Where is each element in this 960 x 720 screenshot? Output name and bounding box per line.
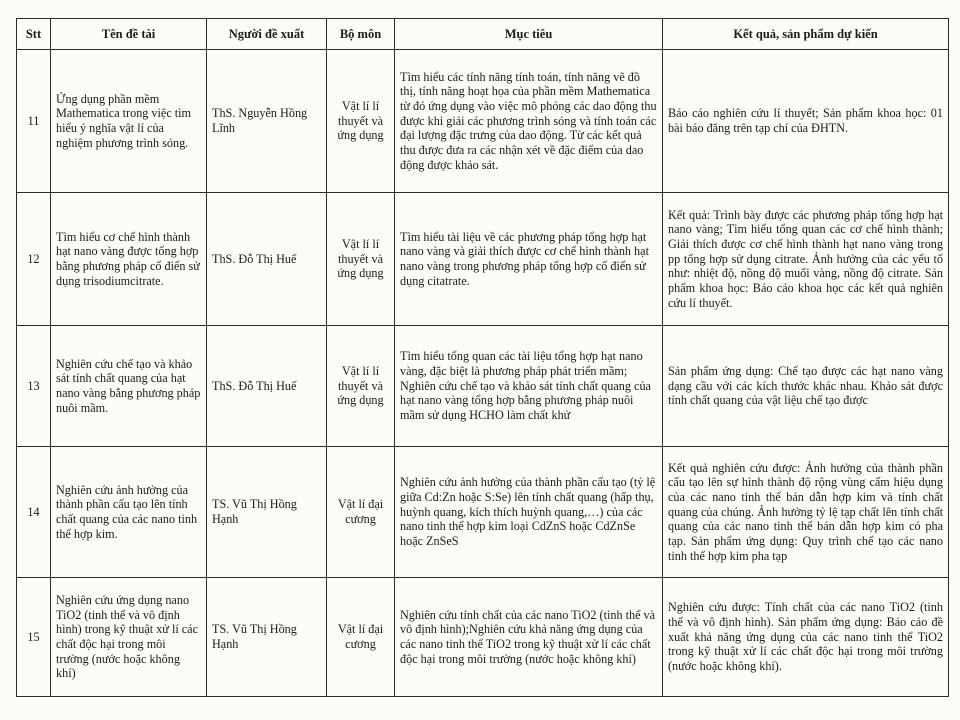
cell-objective: Tìm hiểu các tính năng tính toán, tính năng vẽ đồ thị, tính năng hoạt họa của phần mềm Mathematica từ đó ứng dụng vào việc mô phỏng các dao động thu được khi giải các phương trình sóng và tính toán các đại lượng đặc trưng của dao động. Từ các kết quả thu được đưa ra các nhận xét về đặc điểm của dao động được khảo sát. [395,50,663,193]
table-row [17,447,949,578]
cell-department: Vật lí lí thuyết và ứng dụng [327,193,395,326]
header-department: Bộ môn [327,19,395,50]
cell-department: Vật lí đại cương [327,578,395,697]
table-header [17,19,949,50]
cell-result: Kết quả: Trình bày được các phương pháp tổng hợp hạt nano vàng; Tìm hiểu tổng quan các cơ chế hình thành; Giải thích được cơ chế hình thành hạt nano vàng trong pp tổng hợp sử dụng citrate. Ảnh hưởng của các yếu tố như: nhiệt độ, nồng độ muối vàng, nồng độ citrate. Sản phẩm khoa học: Báo cáo khoa học các kết quả nghiên cứu lí thuyết. [663,193,949,326]
cell-title: Nghiên cứu ứng dụng nano TiO2 (tinh thể và vô định hình) trong kỹ thuật xử lí các chất độc hại trong môi trường (nước hoặc không khí) [51,578,207,697]
research-topics-table [16,18,949,697]
cell-title: Nghiên cứu chế tạo và khảo sát tính chất quang của hạt nano vàng bằng phương pháp nuôi mầm. [51,326,207,447]
header-row [17,19,949,50]
cell-stt: 11 [17,50,51,193]
cell-proposer: TS. Vũ Thị Hồng Hạnh [207,578,327,697]
table-body [17,50,949,697]
table-row [17,578,949,697]
header-proposer: Người đề xuất [207,19,327,50]
header-objective: Mục tiêu [395,19,663,50]
cell-stt: 12 [17,193,51,326]
header-stt: Stt [17,19,51,50]
cell-result: Báo cáo nghiên cứu lí thuyết; Sản phẩm khoa học: 01 bài báo đăng trên tạp chí của ĐHTN. [663,50,949,193]
cell-objective: Nghiên cứu ảnh hưởng của thành phần cấu tạo (tỷ lệ giữa Cd:Zn hoặc S:Se) lên tính chất quang (hấp thụ, huỳnh quang, kích thích huỳnh quang,…) của các nano tinh thể hợp kim loại CdZnS hoặc CdZnSe hoặc ZnSeS [395,447,663,578]
cell-stt: 15 [17,578,51,697]
cell-objective: Tìm hiểu tổng quan các tài liệu tổng hợp hạt nano vàng, đặc biệt là phương pháp phát triển mầm; Nghiên cứu chế tạo và khảo sát tính chất quang của hạt nano vàng tổng hợp bằng phương pháp nuôi mầm sử dụng HCHO làm chất khử [395,326,663,447]
header-title: Tên đề tài [51,19,207,50]
cell-proposer: ThS. Nguyễn Hồng Lĩnh [207,50,327,193]
cell-department: Vật lí lí thuyết và ứng dụng [327,326,395,447]
cell-proposer: ThS. Đỗ Thị Huế [207,326,327,447]
cell-stt: 14 [17,447,51,578]
cell-result: Kết quả nghiên cứu được: Ảnh hưởng của thành phần cấu tạo lên sự hình thành độ rộng vùng cấm hiệu dụng của các nano tinh thể bán dẫn hợp kim và tính chất quang của chúng. Ảnh hưởng tỷ lệ tạp chất lên tính chất quang của các nano tinh thể bán dẫn hợp kim có pha tạp. Sản phẩm ứng dụng: Quy trình chế tạo các nano tinh thể hợp kim pha tạp [663,447,949,578]
cell-department: Vật lí đại cương [327,447,395,578]
cell-objective: Nghiên cứu tính chất của các nano TiO2 (tinh thể và vô định hình);Nghiên cứu khả năng ứng dụng của các nano tinh thể TiO2 trong kỹ thuật xử lí các chất độc hại trong môi trường (nước hoặc không khí) [395,578,663,697]
cell-proposer: ThS. Đỗ Thị Huế [207,193,327,326]
table-row [17,50,949,193]
cell-objective: Tìm hiểu tài liệu về các phương pháp tổng hợp hạt nano vàng và giải thích được cơ chế hình thành hạt nano vàng trong phương pháp tổng hợp cổ điển sử dụng citatrate. [395,193,663,326]
cell-proposer: TS. Vũ Thị Hồng Hạnh [207,447,327,578]
table-row [17,326,949,447]
header-result: Kết quả, sản phẩm dự kiến [663,19,949,50]
cell-result: Nghiên cứu được: Tính chất của các nano TiO2 (tinh thể và vô định hình). Sản phẩm ứng dụng: Báo cáo đề xuất khả năng ứng dụng của các nano tinh thể TiO2 trong kỹ thuật xử lí các chất độc hại trong môi trường (nước hoặc không khí). [663,578,949,697]
cell-title: Nghiên cứu ảnh hưởng của thành phần cấu tạo lên tính chất quang của các nano tinh thể hợp kim. [51,447,207,578]
cell-result: Sản phẩm ứng dụng: Chế tạo được các hạt nano vàng dạng cầu với các kích thước khác nhau. Khảo sát được tính chất quang của vật liệu chế tạo được [663,326,949,447]
table-row [17,193,949,326]
cell-stt: 13 [17,326,51,447]
cell-title: Tìm hiểu cơ chế hình thành hạt nano vàng được tổng hợp bằng phương pháp cổ điển sử dụng trisodiumcitrate. [51,193,207,326]
cell-department: Vật lí lí thuyết và ứng dụng [327,50,395,193]
cell-title: Ứng dụng phần mềm Mathematica trong việc tìm hiểu ý nghĩa vật lí của nghiệm phương trình sóng. [51,50,207,193]
